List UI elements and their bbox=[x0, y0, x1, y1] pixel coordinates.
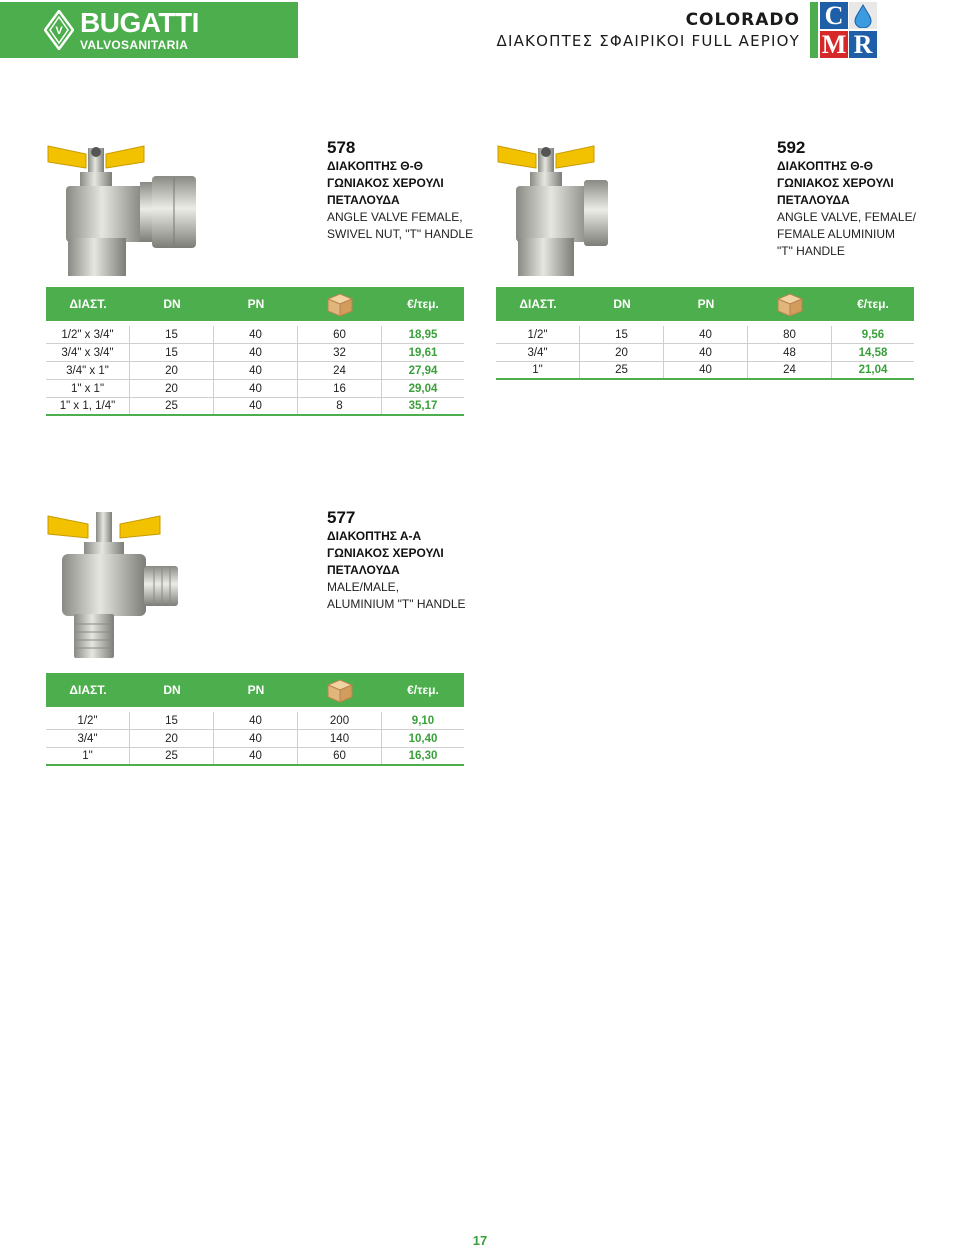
product-name-en: ANGLE VALVE FEMALE, bbox=[327, 210, 463, 224]
product-578-info bbox=[327, 138, 473, 243]
table-cell: 15 bbox=[580, 326, 664, 343]
column-header-box bbox=[748, 287, 832, 321]
price-cell: 16,30 bbox=[408, 750, 438, 762]
brand-bar bbox=[0, 2, 298, 58]
table-cell: 3/4" x 1" bbox=[46, 362, 130, 379]
box-icon bbox=[326, 291, 354, 317]
table-cell: 1/2" x 3/4" bbox=[46, 326, 130, 343]
column-header-dn: DN bbox=[163, 297, 181, 311]
table-cell: 1" bbox=[496, 362, 580, 378]
table-row bbox=[46, 344, 464, 362]
table-cell: 40 bbox=[214, 344, 298, 361]
table-header bbox=[46, 673, 464, 707]
logo-letter-m: M bbox=[821, 29, 847, 59]
column-header-price: €/τεμ. bbox=[407, 683, 439, 697]
column-header-pn: PN bbox=[247, 297, 265, 311]
table-cell: 40 bbox=[664, 344, 748, 361]
price-cell: 29,04 bbox=[408, 382, 438, 395]
column-header-size: ΔΙΑΣΤ. bbox=[519, 297, 557, 311]
product-name-gr: ΠΕΤΑΛΟΥΔΑ bbox=[327, 193, 400, 207]
table-row bbox=[46, 326, 464, 344]
table-cell: 48 bbox=[748, 344, 832, 361]
table-cell: 24 bbox=[748, 362, 832, 378]
table-cell: 40 bbox=[214, 712, 298, 729]
cmr-logo bbox=[820, 2, 878, 58]
product-592-info bbox=[777, 138, 916, 260]
product-name-gr: ΓΩΝΙΑΚΟΣ ΧΕΡΟΥΛΙ bbox=[327, 546, 444, 560]
table-cell: 3/4" bbox=[496, 344, 580, 361]
table-row bbox=[496, 326, 914, 344]
product-name-en: ALUMINIUM "T" HANDLE bbox=[327, 597, 466, 611]
box-icon bbox=[326, 677, 354, 703]
logo-letter-r: R bbox=[849, 31, 877, 58]
column-header-price: €/τεμ. bbox=[857, 297, 889, 311]
product-name-gr: ΔΙΑΚΟΠΤΗΣ Θ-Θ bbox=[777, 159, 873, 173]
price-table-577 bbox=[46, 673, 464, 766]
series-description: ΔΙΑΚΟΠΤΕΣ ΣΦΑΙΡΙΚΟΙ FULL ΑΕΡΙΟΥ bbox=[496, 32, 800, 50]
price-cell: 27,94 bbox=[408, 364, 438, 377]
product-name-gr: ΔΙΑΚΟΠΤΗΣ Θ-Θ bbox=[327, 159, 423, 173]
product-name-en: "T" HANDLE bbox=[777, 244, 845, 258]
column-header-pn: PN bbox=[697, 297, 715, 311]
column-header-pn: PN bbox=[247, 683, 265, 697]
table-row bbox=[46, 380, 464, 398]
price-cell: 21,04 bbox=[858, 364, 888, 376]
table-row bbox=[46, 362, 464, 380]
brand-name: BUGATTI bbox=[80, 7, 199, 38]
valve-577-image bbox=[44, 508, 184, 660]
price-table-578 bbox=[46, 287, 464, 416]
price-cell: 10,40 bbox=[408, 732, 438, 745]
table-cell: 24 bbox=[298, 362, 382, 379]
table-cell: 20 bbox=[130, 380, 214, 397]
table-cell: 200 bbox=[298, 712, 382, 729]
table-cell: 25 bbox=[580, 362, 664, 378]
column-header-dn: DN bbox=[163, 683, 181, 697]
table-cell: 40 bbox=[214, 326, 298, 343]
table-cell: 15 bbox=[130, 712, 214, 729]
product-name-en: MALE/MALE, bbox=[327, 580, 400, 594]
price-cell: 9,10 bbox=[411, 714, 435, 727]
table-cell: 32 bbox=[298, 344, 382, 361]
table-cell: 20 bbox=[130, 362, 214, 379]
price-cell: 9,56 bbox=[861, 328, 885, 341]
table-cell: 1" x 1, 1/4" bbox=[46, 398, 130, 414]
product-name-en: ANGLE VALVE, FEMALE/ bbox=[777, 210, 916, 224]
table-cell: 8 bbox=[298, 398, 382, 414]
product-code: 592 bbox=[777, 138, 806, 157]
product-name-gr: ΓΩΝΙΑΚΟΣ ΧΕΡΟΥΛΙ bbox=[327, 176, 444, 190]
series-name: COLORADO bbox=[685, 10, 800, 30]
table-cell: 80 bbox=[748, 326, 832, 343]
product-code: 577 bbox=[327, 508, 356, 527]
column-header-size: ΔΙΑΣΤ. bbox=[69, 297, 107, 311]
table-cell: 15 bbox=[130, 344, 214, 361]
valve-578-image bbox=[44, 138, 200, 278]
logo-letter-c: C bbox=[820, 2, 848, 29]
table-cell: 40 bbox=[214, 398, 298, 414]
table-cell: 40 bbox=[214, 748, 298, 764]
page-number: 17 bbox=[472, 1233, 488, 1248]
series-title bbox=[497, 10, 801, 50]
product-name-gr: ΓΩΝΙΑΚΟΣ ΧΕΡΟΥΛΙ bbox=[777, 176, 894, 190]
product-name-en: SWIVEL NUT, "T" HANDLE bbox=[327, 227, 474, 241]
column-header-box bbox=[298, 287, 382, 321]
column-header-size: ΔΙΑΣΤ. bbox=[69, 683, 107, 697]
table-row bbox=[46, 730, 464, 748]
table-row bbox=[46, 712, 464, 730]
column-header-box bbox=[298, 673, 382, 707]
price-cell: 14,58 bbox=[858, 346, 888, 359]
product-name-gr: ΠΕΤΑΛΟΥΔΑ bbox=[777, 193, 850, 207]
table-cell: 25 bbox=[130, 398, 214, 414]
table-row bbox=[496, 344, 914, 362]
table-row bbox=[46, 398, 464, 416]
table-header bbox=[496, 287, 914, 321]
table-cell: 1/2" bbox=[46, 712, 130, 729]
table-cell: 1" bbox=[46, 748, 130, 764]
brand-subtitle: VALVOSANITARIA bbox=[80, 38, 189, 52]
water-drop-icon bbox=[849, 2, 877, 29]
table-cell: 3/4" bbox=[46, 730, 130, 747]
bugatti-logo-icon bbox=[44, 10, 74, 50]
product-name-en: FEMALE ALUMINIUM bbox=[777, 227, 896, 241]
product-code: 578 bbox=[327, 138, 356, 157]
table-cell: 1/2" bbox=[496, 326, 580, 343]
price-table-592 bbox=[496, 287, 914, 380]
table-cell: 140 bbox=[298, 730, 382, 747]
product-name-gr: ΠΕΤΑΛΟΥΔΑ bbox=[327, 563, 400, 577]
table-row bbox=[46, 748, 464, 766]
box-icon bbox=[776, 291, 804, 317]
svg-text:V: V bbox=[55, 25, 63, 37]
table-cell: 60 bbox=[298, 326, 382, 343]
table-header bbox=[46, 287, 464, 321]
column-header-price: €/τεμ. bbox=[407, 297, 439, 311]
table-cell: 20 bbox=[580, 344, 664, 361]
table-cell: 40 bbox=[664, 362, 748, 378]
table-cell: 60 bbox=[298, 748, 382, 764]
brand-text bbox=[80, 8, 199, 52]
table-cell: 16 bbox=[298, 380, 382, 397]
column-header-dn: DN bbox=[613, 297, 631, 311]
price-cell: 19,61 bbox=[408, 346, 438, 359]
table-cell: 40 bbox=[664, 326, 748, 343]
table-cell: 40 bbox=[214, 362, 298, 379]
table-cell: 1" x 1" bbox=[46, 380, 130, 397]
product-577-info bbox=[327, 508, 466, 613]
table-cell: 25 bbox=[130, 748, 214, 764]
price-cell: 18,95 bbox=[408, 328, 438, 341]
table-cell: 40 bbox=[214, 380, 298, 397]
table-cell: 40 bbox=[214, 730, 298, 747]
table-cell: 20 bbox=[130, 730, 214, 747]
header-accent-strip bbox=[810, 2, 818, 58]
price-cell: 35,17 bbox=[408, 400, 438, 412]
table-cell: 3/4" x 3/4" bbox=[46, 344, 130, 361]
valve-592-image bbox=[496, 138, 612, 278]
product-name-gr: ΔΙΑΚΟΠΤΗΣ Α-Α bbox=[327, 529, 422, 543]
table-cell: 15 bbox=[130, 326, 214, 343]
table-row bbox=[496, 362, 914, 380]
